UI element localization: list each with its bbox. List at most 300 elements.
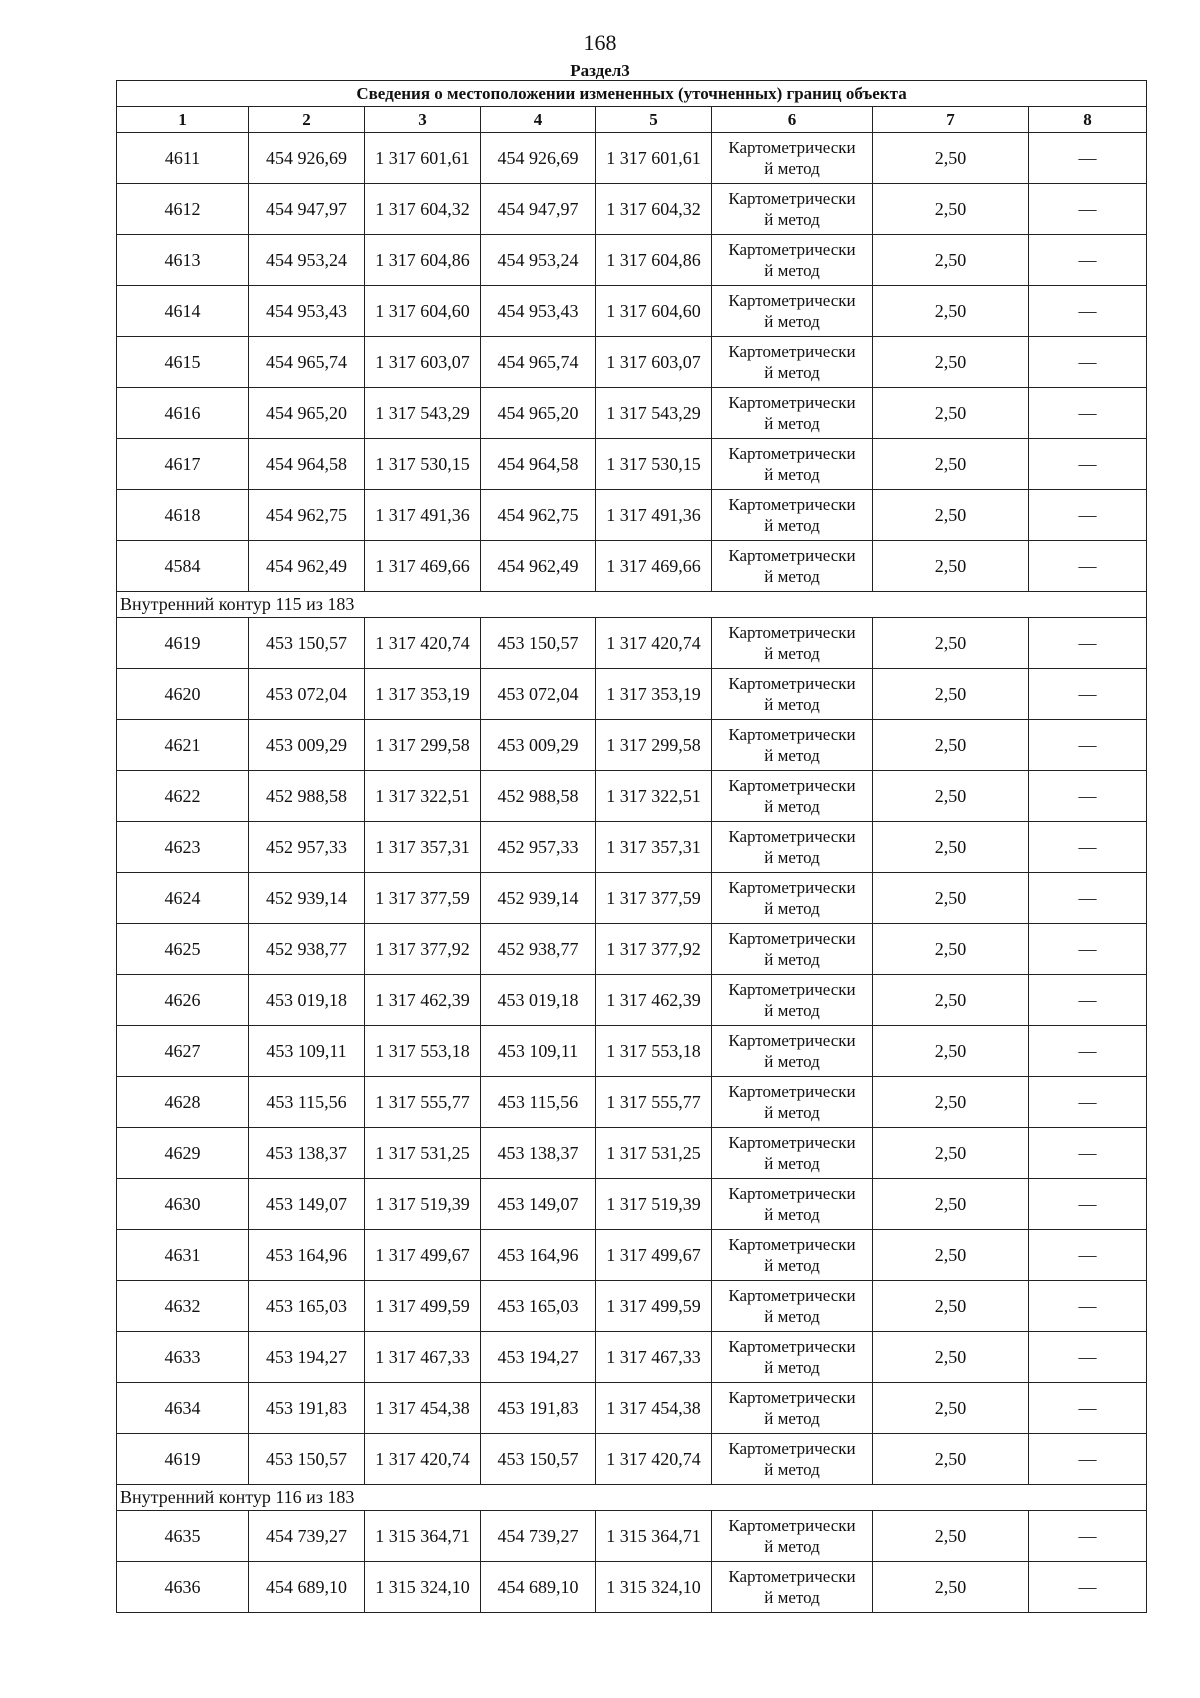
- x-old-cell: 454 689,10: [249, 1562, 365, 1613]
- table-row: [117, 924, 1147, 975]
- x-new-cell: 454 965,20: [481, 388, 596, 439]
- y-old-cell: 1 317 601,61: [365, 133, 481, 184]
- method-line-1: Картометрически: [728, 1439, 856, 1458]
- method-cell: [712, 1511, 873, 1562]
- y-new-cell: 1 317 531,25: [596, 1128, 712, 1179]
- x-new-cell: 452 938,77: [481, 924, 596, 975]
- table-row: [117, 669, 1147, 720]
- accuracy-cell: 2,50: [873, 184, 1029, 235]
- method-line-1: Картометрически: [728, 1388, 856, 1407]
- method-line-2: й метод: [764, 899, 820, 918]
- y-old-cell: 1 317 543,29: [365, 388, 481, 439]
- description-cell: —: [1029, 1383, 1147, 1434]
- method-line-1: Картометрически: [728, 291, 856, 310]
- y-old-cell: 1 317 454,38: [365, 1383, 481, 1434]
- point-number-cell: 4633: [117, 1332, 249, 1383]
- column-header-5: 5: [596, 107, 712, 133]
- y-old-cell: 1 317 357,31: [365, 822, 481, 873]
- method-line-1: Картометрически: [728, 138, 856, 157]
- y-old-cell: 1 317 322,51: [365, 771, 481, 822]
- x-old-cell: 454 926,69: [249, 133, 365, 184]
- description-cell: —: [1029, 618, 1147, 669]
- description-cell: —: [1029, 286, 1147, 337]
- method-line-2: й метод: [764, 210, 820, 229]
- table-row: [117, 490, 1147, 541]
- description-cell: —: [1029, 541, 1147, 592]
- accuracy-cell: 2,50: [873, 720, 1029, 771]
- x-old-cell: 454 962,75: [249, 490, 365, 541]
- y-new-cell: 1 317 499,67: [596, 1230, 712, 1281]
- y-old-cell: 1 317 604,86: [365, 235, 481, 286]
- coordinates-table: [116, 80, 1147, 1613]
- accuracy-cell: 2,50: [873, 618, 1029, 669]
- table-row: [117, 822, 1147, 873]
- y-old-cell: 1 317 299,58: [365, 720, 481, 771]
- description-cell: —: [1029, 1230, 1147, 1281]
- column-header-2: 2: [249, 107, 365, 133]
- method-cell: [712, 490, 873, 541]
- table-row: [117, 618, 1147, 669]
- y-new-cell: 1 317 604,60: [596, 286, 712, 337]
- y-new-cell: 1 317 469,66: [596, 541, 712, 592]
- method-cell: [712, 669, 873, 720]
- table-row: [117, 1562, 1147, 1613]
- y-new-cell: 1 315 364,71: [596, 1511, 712, 1562]
- y-old-cell: 1 317 462,39: [365, 975, 481, 1026]
- method-line-2: й метод: [764, 1154, 820, 1173]
- x-old-cell: 453 194,27: [249, 1332, 365, 1383]
- description-cell: —: [1029, 669, 1147, 720]
- method-line-2: й метод: [764, 848, 820, 867]
- method-line-1: Картометрически: [728, 929, 856, 948]
- table-row: [117, 235, 1147, 286]
- y-old-cell: 1 317 491,36: [365, 490, 481, 541]
- method-line-1: Картометрически: [728, 1337, 856, 1356]
- x-old-cell: 454 739,27: [249, 1511, 365, 1562]
- method-cell: [712, 924, 873, 975]
- table-row: [117, 720, 1147, 771]
- x-old-cell: 453 019,18: [249, 975, 365, 1026]
- table-row: [117, 337, 1147, 388]
- accuracy-cell: 2,50: [873, 286, 1029, 337]
- method-cell: [712, 720, 873, 771]
- x-old-cell: 454 965,74: [249, 337, 365, 388]
- method-cell: [712, 1128, 873, 1179]
- method-line-2: й метод: [764, 516, 820, 535]
- x-new-cell: 453 115,56: [481, 1077, 596, 1128]
- description-cell: —: [1029, 924, 1147, 975]
- method-cell: [712, 184, 873, 235]
- y-new-cell: 1 317 377,59: [596, 873, 712, 924]
- accuracy-cell: 2,50: [873, 924, 1029, 975]
- y-new-cell: 1 317 603,07: [596, 337, 712, 388]
- x-old-cell: 453 072,04: [249, 669, 365, 720]
- y-old-cell: 1 317 469,66: [365, 541, 481, 592]
- x-new-cell: 452 957,33: [481, 822, 596, 873]
- point-number-cell: 4635: [117, 1511, 249, 1562]
- method-cell: [712, 771, 873, 822]
- x-old-cell: 453 165,03: [249, 1281, 365, 1332]
- table-row: [117, 1281, 1147, 1332]
- table-row: [117, 184, 1147, 235]
- x-new-cell: 453 072,04: [481, 669, 596, 720]
- column-header-6: 6: [712, 107, 873, 133]
- accuracy-cell: 2,50: [873, 1281, 1029, 1332]
- accuracy-cell: 2,50: [873, 1332, 1029, 1383]
- method-line-1: Картометрически: [728, 1567, 856, 1586]
- x-old-cell: 454 965,20: [249, 388, 365, 439]
- description-cell: —: [1029, 388, 1147, 439]
- table-row: [117, 1511, 1147, 1562]
- y-old-cell: 1 317 377,59: [365, 873, 481, 924]
- column-number-row: [117, 107, 1147, 133]
- x-old-cell: 453 150,57: [249, 1434, 365, 1485]
- point-number-cell: 4584: [117, 541, 249, 592]
- y-old-cell: 1 317 604,32: [365, 184, 481, 235]
- x-new-cell: 453 165,03: [481, 1281, 596, 1332]
- method-line-1: Картометрически: [728, 725, 856, 744]
- method-cell: [712, 1332, 873, 1383]
- y-new-cell: 1 317 377,92: [596, 924, 712, 975]
- accuracy-cell: 2,50: [873, 337, 1029, 388]
- x-old-cell: 452 939,14: [249, 873, 365, 924]
- method-cell: [712, 618, 873, 669]
- point-number-cell: 4617: [117, 439, 249, 490]
- accuracy-cell: 2,50: [873, 439, 1029, 490]
- accuracy-cell: 2,50: [873, 490, 1029, 541]
- description-cell: —: [1029, 975, 1147, 1026]
- method-cell: [712, 337, 873, 388]
- method-cell: [712, 1281, 873, 1332]
- y-new-cell: 1 317 420,74: [596, 618, 712, 669]
- method-line-1: Картометрически: [728, 674, 856, 693]
- accuracy-cell: 2,50: [873, 1179, 1029, 1230]
- description-cell: —: [1029, 337, 1147, 388]
- method-line-2: й метод: [764, 312, 820, 331]
- point-number-cell: 4624: [117, 873, 249, 924]
- table-row: [117, 286, 1147, 337]
- accuracy-cell: 2,50: [873, 388, 1029, 439]
- method-line-2: й метод: [764, 261, 820, 280]
- description-cell: —: [1029, 1562, 1147, 1613]
- y-old-cell: 1 317 530,15: [365, 439, 481, 490]
- x-old-cell: 454 964,58: [249, 439, 365, 490]
- point-number-cell: 4632: [117, 1281, 249, 1332]
- accuracy-cell: 2,50: [873, 975, 1029, 1026]
- x-new-cell: 454 953,24: [481, 235, 596, 286]
- method-line-2: й метод: [764, 414, 820, 433]
- contour-label: Внутренний контур 116 из 183: [117, 1485, 1147, 1511]
- y-new-cell: 1 317 420,74: [596, 1434, 712, 1485]
- method-line-2: й метод: [764, 159, 820, 178]
- point-number-cell: 4615: [117, 337, 249, 388]
- method-line-2: й метод: [764, 695, 820, 714]
- table-row: [117, 771, 1147, 822]
- table-row: [117, 1383, 1147, 1434]
- method-line-1: Картометрически: [728, 1184, 856, 1203]
- x-new-cell: 454 965,74: [481, 337, 596, 388]
- method-line-1: Картометрически: [728, 240, 856, 259]
- table-row: [117, 1077, 1147, 1128]
- x-old-cell: 453 109,11: [249, 1026, 365, 1077]
- x-old-cell: 454 953,43: [249, 286, 365, 337]
- x-new-cell: 452 939,14: [481, 873, 596, 924]
- x-new-cell: 454 926,69: [481, 133, 596, 184]
- table-row: [117, 1434, 1147, 1485]
- contour-row: [117, 1485, 1147, 1511]
- x-new-cell: 453 191,83: [481, 1383, 596, 1434]
- description-cell: —: [1029, 873, 1147, 924]
- point-number-cell: 4612: [117, 184, 249, 235]
- method-line-2: й метод: [764, 1460, 820, 1479]
- method-line-1: Картометрически: [728, 444, 856, 463]
- contour-label: Внутренний контур 115 из 183: [117, 592, 1147, 618]
- y-old-cell: 1 317 499,59: [365, 1281, 481, 1332]
- description-cell: —: [1029, 133, 1147, 184]
- point-number-cell: 4627: [117, 1026, 249, 1077]
- y-old-cell: 1 317 553,18: [365, 1026, 481, 1077]
- y-new-cell: 1 317 454,38: [596, 1383, 712, 1434]
- method-line-2: й метод: [764, 1588, 820, 1607]
- accuracy-cell: 2,50: [873, 541, 1029, 592]
- accuracy-cell: 2,50: [873, 771, 1029, 822]
- y-new-cell: 1 317 499,59: [596, 1281, 712, 1332]
- table-row: [117, 1179, 1147, 1230]
- method-line-2: й метод: [764, 363, 820, 382]
- y-new-cell: 1 317 604,86: [596, 235, 712, 286]
- description-cell: —: [1029, 1179, 1147, 1230]
- table-row: [117, 1332, 1147, 1383]
- y-old-cell: 1 315 364,71: [365, 1511, 481, 1562]
- y-new-cell: 1 317 299,58: [596, 720, 712, 771]
- method-line-1: Картометрически: [728, 1516, 856, 1535]
- description-cell: —: [1029, 1332, 1147, 1383]
- point-number-cell: 4620: [117, 669, 249, 720]
- x-old-cell: 453 164,96: [249, 1230, 365, 1281]
- method-line-2: й метод: [764, 1409, 820, 1428]
- x-new-cell: 453 150,57: [481, 618, 596, 669]
- y-old-cell: 1 317 531,25: [365, 1128, 481, 1179]
- point-number-cell: 4621: [117, 720, 249, 771]
- y-old-cell: 1 317 499,67: [365, 1230, 481, 1281]
- method-cell: [712, 822, 873, 873]
- point-number-cell: 4618: [117, 490, 249, 541]
- x-new-cell: 454 689,10: [481, 1562, 596, 1613]
- method-line-1: Картометрически: [728, 342, 856, 361]
- accuracy-cell: 2,50: [873, 1077, 1029, 1128]
- table-row: [117, 1026, 1147, 1077]
- table-row: [117, 975, 1147, 1026]
- method-cell: [712, 1026, 873, 1077]
- y-new-cell: 1 317 462,39: [596, 975, 712, 1026]
- description-cell: —: [1029, 822, 1147, 873]
- table-row: [117, 388, 1147, 439]
- y-old-cell: 1 317 555,77: [365, 1077, 481, 1128]
- x-old-cell: 452 938,77: [249, 924, 365, 975]
- x-new-cell: 454 953,43: [481, 286, 596, 337]
- method-line-2: й метод: [764, 465, 820, 484]
- x-old-cell: 454 953,24: [249, 235, 365, 286]
- method-cell: [712, 1179, 873, 1230]
- column-header-7: 7: [873, 107, 1029, 133]
- y-new-cell: 1 317 357,31: [596, 822, 712, 873]
- x-new-cell: 454 739,27: [481, 1511, 596, 1562]
- method-line-1: Картометрически: [728, 776, 856, 795]
- table-row: [117, 133, 1147, 184]
- x-old-cell: 452 988,58: [249, 771, 365, 822]
- y-new-cell: 1 317 519,39: [596, 1179, 712, 1230]
- method-line-2: й метод: [764, 1052, 820, 1071]
- method-line-2: й метод: [764, 950, 820, 969]
- accuracy-cell: 2,50: [873, 133, 1029, 184]
- method-line-1: Картометрически: [728, 827, 856, 846]
- accuracy-cell: 2,50: [873, 1128, 1029, 1179]
- method-line-1: Картометрически: [728, 1031, 856, 1050]
- point-number-cell: 4623: [117, 822, 249, 873]
- x-new-cell: 453 009,29: [481, 720, 596, 771]
- method-line-2: й метод: [764, 567, 820, 586]
- method-cell: [712, 133, 873, 184]
- x-old-cell: 453 191,83: [249, 1383, 365, 1434]
- x-new-cell: 454 947,97: [481, 184, 596, 235]
- method-line-1: Картометрически: [728, 393, 856, 412]
- x-new-cell: 454 962,49: [481, 541, 596, 592]
- accuracy-cell: 2,50: [873, 822, 1029, 873]
- y-old-cell: 1 317 353,19: [365, 669, 481, 720]
- method-cell: [712, 1077, 873, 1128]
- x-old-cell: 454 947,97: [249, 184, 365, 235]
- y-new-cell: 1 317 601,61: [596, 133, 712, 184]
- table-row: [117, 1128, 1147, 1179]
- description-cell: —: [1029, 1281, 1147, 1332]
- description-cell: —: [1029, 771, 1147, 822]
- table-row: [117, 873, 1147, 924]
- page-number: 168: [583, 30, 617, 55]
- description-cell: —: [1029, 1026, 1147, 1077]
- description-cell: —: [1029, 1511, 1147, 1562]
- y-old-cell: 1 317 604,60: [365, 286, 481, 337]
- point-number-cell: 4616: [117, 388, 249, 439]
- point-number-cell: 4634: [117, 1383, 249, 1434]
- x-new-cell: 454 964,58: [481, 439, 596, 490]
- accuracy-cell: 2,50: [873, 1511, 1029, 1562]
- method-cell: [712, 388, 873, 439]
- method-cell: [712, 439, 873, 490]
- method-line-2: й метод: [764, 797, 820, 816]
- method-line-1: Картометрически: [728, 495, 856, 514]
- description-cell: —: [1029, 439, 1147, 490]
- accuracy-cell: 2,50: [873, 669, 1029, 720]
- y-new-cell: 1 317 353,19: [596, 669, 712, 720]
- method-line-2: й метод: [764, 644, 820, 663]
- x-old-cell: 453 149,07: [249, 1179, 365, 1230]
- x-old-cell: 453 150,57: [249, 618, 365, 669]
- method-cell: [712, 1434, 873, 1485]
- x-new-cell: 453 019,18: [481, 975, 596, 1026]
- method-line-2: й метод: [764, 746, 820, 765]
- point-number-cell: 4630: [117, 1179, 249, 1230]
- x-old-cell: 453 138,37: [249, 1128, 365, 1179]
- y-new-cell: 1 317 491,36: [596, 490, 712, 541]
- point-number-cell: 4619: [117, 618, 249, 669]
- method-cell: [712, 873, 873, 924]
- description-cell: —: [1029, 720, 1147, 771]
- description-cell: —: [1029, 1434, 1147, 1485]
- y-new-cell: 1 315 324,10: [596, 1562, 712, 1613]
- method-cell: [712, 975, 873, 1026]
- point-number-cell: 4626: [117, 975, 249, 1026]
- y-new-cell: 1 317 543,29: [596, 388, 712, 439]
- method-line-1: Картометрически: [728, 546, 856, 565]
- method-line-1: Картометрически: [728, 1082, 856, 1101]
- table-row: [117, 439, 1147, 490]
- method-cell: [712, 235, 873, 286]
- y-old-cell: 1 317 519,39: [365, 1179, 481, 1230]
- point-number-cell: 4625: [117, 924, 249, 975]
- point-number-cell: 4631: [117, 1230, 249, 1281]
- x-new-cell: 453 109,11: [481, 1026, 596, 1077]
- y-old-cell: 1 317 467,33: [365, 1332, 481, 1383]
- point-number-cell: 4628: [117, 1077, 249, 1128]
- x-new-cell: 454 962,75: [481, 490, 596, 541]
- method-line-1: Картометрически: [728, 878, 856, 897]
- x-new-cell: 453 138,37: [481, 1128, 596, 1179]
- method-cell: [712, 1383, 873, 1434]
- table-body: [117, 133, 1147, 1613]
- point-number-cell: 4619: [117, 1434, 249, 1485]
- contour-row: [117, 592, 1147, 618]
- accuracy-cell: 2,50: [873, 235, 1029, 286]
- point-number-cell: 4636: [117, 1562, 249, 1613]
- description-cell: —: [1029, 1077, 1147, 1128]
- description-cell: —: [1029, 235, 1147, 286]
- y-new-cell: 1 317 604,32: [596, 184, 712, 235]
- x-new-cell: 453 194,27: [481, 1332, 596, 1383]
- x-new-cell: 452 988,58: [481, 771, 596, 822]
- x-old-cell: 452 957,33: [249, 822, 365, 873]
- method-line-1: Картометрически: [728, 623, 856, 642]
- y-new-cell: 1 317 530,15: [596, 439, 712, 490]
- x-old-cell: 453 009,29: [249, 720, 365, 771]
- accuracy-cell: 2,50: [873, 873, 1029, 924]
- description-cell: —: [1029, 184, 1147, 235]
- method-cell: [712, 286, 873, 337]
- accuracy-cell: 2,50: [873, 1026, 1029, 1077]
- table-row: [117, 1230, 1147, 1281]
- x-new-cell: 453 150,57: [481, 1434, 596, 1485]
- accuracy-cell: 2,50: [873, 1230, 1029, 1281]
- y-old-cell: 1 315 324,10: [365, 1562, 481, 1613]
- method-line-2: й метод: [764, 1103, 820, 1122]
- y-new-cell: 1 317 467,33: [596, 1332, 712, 1383]
- description-cell: —: [1029, 1128, 1147, 1179]
- method-line-2: й метод: [764, 1537, 820, 1556]
- method-cell: [712, 541, 873, 592]
- column-header-1: 1: [117, 107, 249, 133]
- method-line-2: й метод: [764, 1358, 820, 1377]
- y-new-cell: 1 317 553,18: [596, 1026, 712, 1077]
- accuracy-cell: 2,50: [873, 1562, 1029, 1613]
- y-new-cell: 1 317 322,51: [596, 771, 712, 822]
- column-header-8: 8: [1029, 107, 1147, 133]
- x-old-cell: 454 962,49: [249, 541, 365, 592]
- y-old-cell: 1 317 420,74: [365, 618, 481, 669]
- method-line-1: Картометрически: [728, 1235, 856, 1254]
- y-new-cell: 1 317 555,77: [596, 1077, 712, 1128]
- accuracy-cell: 2,50: [873, 1383, 1029, 1434]
- section-title: Раздел3: [570, 61, 630, 80]
- description-cell: —: [1029, 490, 1147, 541]
